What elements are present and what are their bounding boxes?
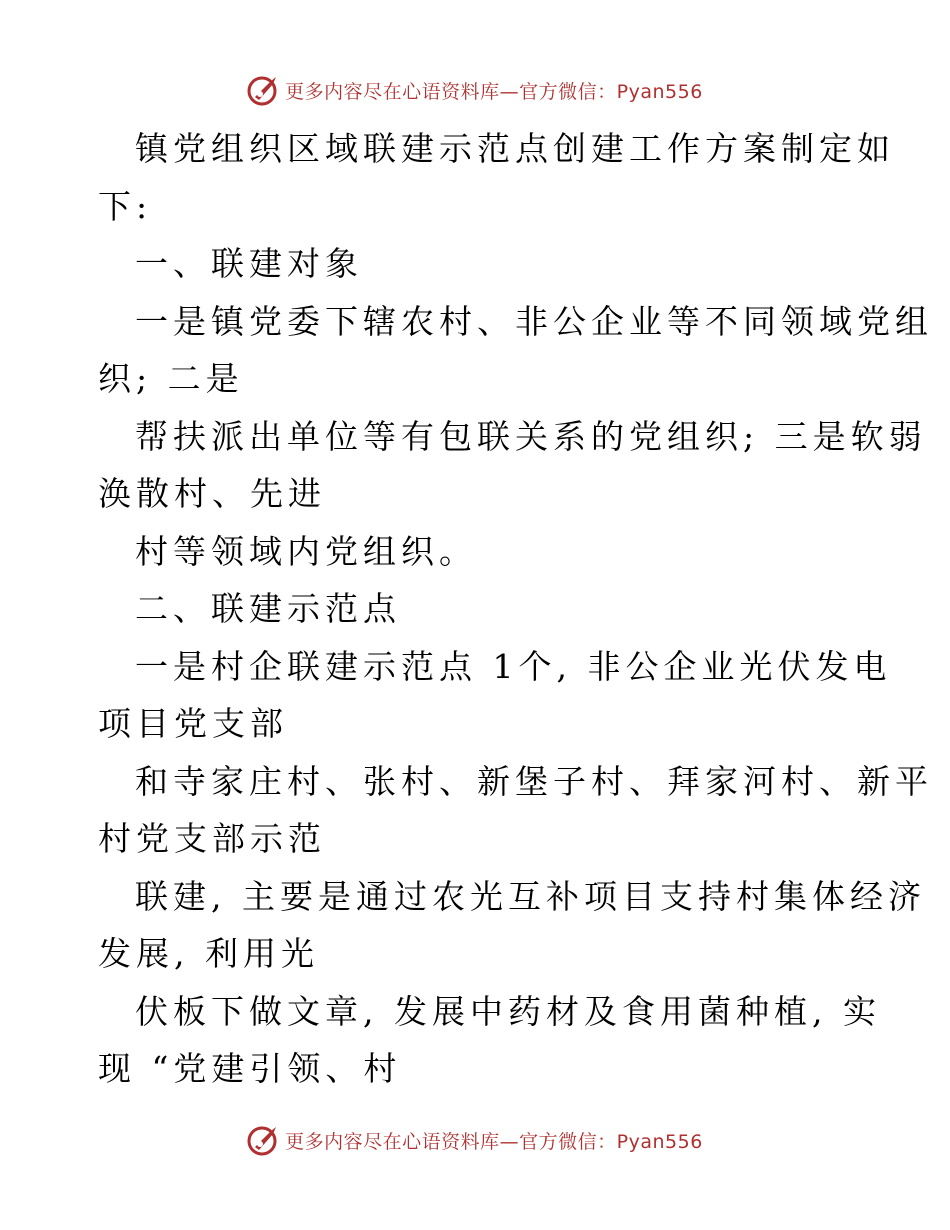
text-line: 现 “党建引领、村: [98, 1049, 402, 1088]
text-line: 村等领域内党组织。: [135, 531, 477, 571]
text-line: 村党支部示范: [98, 819, 326, 858]
text-line: 一是村企联建示范点 1个, 非公企业光伏发电: [135, 646, 892, 686]
text-line: 一是镇党委下辖农村、非公企业等不同领域党组: [135, 301, 933, 341]
text-line: 二、联建示范点: [135, 589, 401, 628]
text-line: 织; 二是: [98, 359, 244, 398]
text-line: 和寺家庄村、张村、新堡子村、拜家河村、新平: [135, 761, 933, 801]
pen-logo-icon: [247, 1123, 281, 1157]
text-line: 联建, 主要是通过农光互补项目支持村集体经济: [135, 876, 926, 916]
text-line: 一、联建对象: [135, 244, 363, 283]
text-line: 下:: [98, 186, 153, 226]
text-line: 伏板下做文章, 发展中药材及食用菌种植, 实: [135, 991, 881, 1031]
text-line: 涣散村、先进: [98, 474, 326, 513]
text-line: 发展, 利用光: [98, 934, 319, 973]
pen-logo-icon: [247, 73, 281, 107]
text-line: 帮扶派出单位等有包联关系的党组织; 三是软弱: [135, 416, 927, 456]
text-line: 项目党支部: [98, 704, 288, 743]
text-line: 镇党组织区域联建示范点创建工作方案制定如: [135, 129, 895, 168]
document-body: [98, 120, 933, 1098]
watermark-text: 更多内容尽在心语资料库—官方微信：Pyan556: [285, 1130, 703, 1153]
watermark-text: 更多内容尽在心语资料库—官方微信：Pyan556: [285, 80, 703, 103]
footer-watermark: [0, 1120, 950, 1160]
header-watermark: [0, 70, 950, 110]
